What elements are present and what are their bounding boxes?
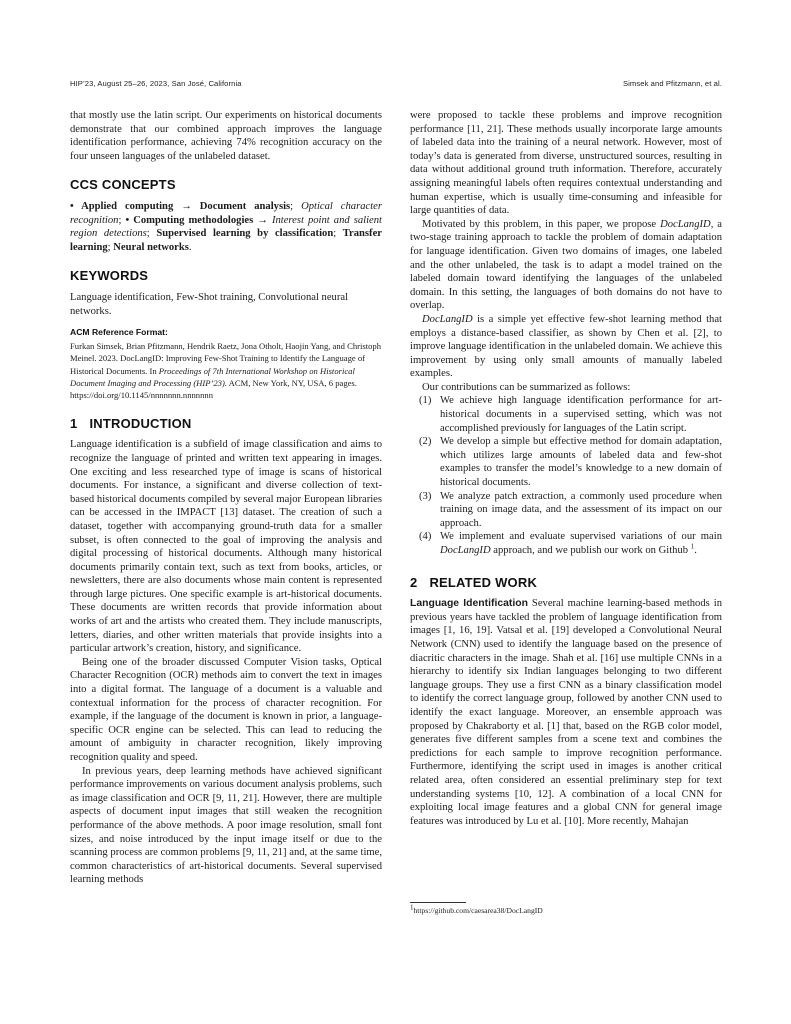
right-column	[410, 109, 722, 828]
ccs-term: Transfer learning	[70, 228, 382, 253]
footnote-link[interactable]: https://github.com/caesarea38/DocLangID	[413, 906, 543, 915]
acm-ref-heading: ACM Reference Format:	[70, 327, 168, 338]
running-head-left: HIP’23, August 25–26, 2023, San José, California	[70, 79, 242, 88]
acm-reference: Furkan Simsek, Brian Pfitzmann, Hendrik Raetz, Jona Otholt, Haojin Yang, and Christoph Meinel. 2023. DocLangID: Improving Few-Shot Training to Identify the Language of Historical Documents. In Proceedings of 7th International Workshop on Historical Document Imaging and Processing (HIP’23). ACM, New York, NY, USA, 6 pages. https://doi.org/10.1145/nnnnnnn.nnnnnnn	[70, 340, 382, 401]
paragraph: Our contributions can be summarized as follows:	[422, 381, 631, 393]
paragraph: were proposed to tackle these problems and improve recognition performance [11, 21]. These methods usually incorporate large amounts of labeled data into the training of a neural network. However, most of today’s data is generated from diverse, unstructured sources, resulting in data without additional ground truth information. Therefore, accurately assigning meaningful labels often requires contextual understanding and human expertise, which is usually time-consuming and infeasible for large quantities of data.	[410, 110, 722, 217]
ccs-term: • Applied computing → Document analysis	[70, 200, 291, 212]
ccs-term: Supervised learning by classification	[156, 228, 334, 240]
left-column	[70, 109, 382, 887]
section-heading-related-work: 2 RELATED WORK	[410, 574, 538, 590]
ccs-heading: CCS CONCEPTS	[70, 177, 176, 193]
abstract-tail: that mostly use the latin script. Our experiments on historical documents demonstrate that our combined approach improves the language identification performance, achieving 74% recognition accuracy on the four unseen languages of the unlabeled dataset.	[70, 110, 382, 162]
list-item: (1) We achieve high language identification performance for art-historical documents in a supervised setting, which was not accomplished previously for languages of the Latin script.	[419, 395, 722, 434]
ccs-term: Optical character recognition	[70, 200, 382, 226]
paragraph: Being one of the broader discussed Computer Vision tasks, Optical Character Recognition (OCR) methods aim to convert the text in images into a digital format. The language of a document is a valuable and contextual information for the process of character recognition. For example, if the language of the document is known in prior, a language-specific OCR engine can be selected. This can lead to reducing the amount of ambiguity in character recognition, likely improving recognition quality and speed.	[70, 656, 382, 763]
contribution-list	[410, 394, 722, 557]
list-item: (4) We implement and evaluate supervised variations of our main DocLangID approach, and we publish our work on Github $^1$.	[419, 531, 722, 556]
paragraph: Language Identification Several machine learning-based methods in previous years have tackled the problem of language identification from images [1, 16, 19]. Vatsal et al. [19] developed a Convolutional Neural Network (CNN) used to identify the language based on the presence of diacritic characters in the image. Shah et al. [16] use multiple CNNs in a hierarchy to identify six Indian languages belonging to two different language groups. They use a first CNN as a binary classification model to identify the correct language group, followed by another CNN used to identify the exact language. Moreover, an ensemble approach was proposed by Chakraborty et al. [1] that, based on the RGB color model, generates five different samples from a scene text and combines the predictions for each sample to improve recognition performance. Furthermore, identifying the script used in images is another critical related area, often considered an essential preliminary step for text understanding systems [10, 12]. A combination of a local CNN for exploiting local image features and a global CNN for general image features was introduced by Lu et al. [10]. More recently, Mahajan	[410, 598, 722, 827]
ccs-concepts: • Applied computing → Document analysis; Optical character recognition; • Computing methodologies → Interest point and salient region detections; Supervised learning by classification; Transfer learning; Neural networks.	[70, 200, 382, 253]
list-item: (2) We develop a simple but effective method for domain adaptation, which utilizes large amounts of labeled data and few-shot examples to transfer the model’s knowledge to a new domain of historical documents.	[419, 436, 722, 489]
keywords: Language identification, Few-Shot training, Convolutional neural networks.	[70, 291, 349, 317]
ccs-term: • Computing methodologies →	[125, 214, 268, 226]
paragraph: In previous years, deep learning methods have achieved significant performance improvements on various document analysis problems, such as image classification and OCR [9, 11, 21]. However, there are multiple aspects of document input images that still weaken the recognition performance of the above methods. A poor image resolution, small font sizes, and noise introduced by the input image itself or due to the scanning process are common problems [9, 11, 21] and, at the same time, common characteristics of art-historical documents. Several supervised learning methods	[70, 765, 382, 886]
list-item: (3) We analyze patch extraction, a commonly used procedure when training on image data, and the assessment of its impact on our approach.	[419, 490, 722, 529]
paragraph: Motivated by this problem, in this paper, we propose DocLangID, a two-stage training approach to tackle the problem of domain adaptation for language identification. Given two domains of images, one labeled and the other unlabeled, the task is to adapt a model trained on the labeled domain toward identifying the languages of the unlabeled domain. In this setting, the languages of both domains do not have to overlap.	[410, 218, 723, 312]
paragraph: DocLangID is a simple yet effective few-shot learning method that employs a distance-based classifier, as shown by Chen et al. [2], to improve language identification in the unlabeled domain. We achieve this improvement by using only small amounts of manually labeled examples.	[410, 313, 722, 380]
section-heading-introduction: 1 INTRODUCTION	[70, 415, 192, 431]
footnote-rule	[410, 902, 466, 903]
footnote-marker[interactable]: 1	[690, 542, 695, 551]
footnote: $^1$https://github.com/caesarea38/DocLangID	[410, 903, 543, 915]
run-in-heading: Language Identification	[410, 598, 528, 610]
ccs-term: Neural networks	[113, 241, 189, 253]
ccs-term: Interest point and salient region detections	[70, 214, 382, 240]
paragraph: Language identification is a subfield of image classification and aims to recognize the language of printed and written text appearing in images. One exciting and less researched type of image is scans of historical documents. For instance, a significant and diverse collection of text-based historical documents compiled by several major European libraries can be accessed in the IMPACT [13] dataset. The creation of such a dataset, together with accompanying ground-truth data for a smaller subset, is often connected to the goal of improving the analysis and digital processing of historical documents. Although many historical documents primarily contain text, such as text from books, articles, or newsletters, there are also documents whose main content is represented through large pictures. One specific example is art-historical documents. These documents are written records that provide information about works of art and the artists who created them. They include manuscripts, letters, diaries, and other written materials that provide insights into a particular artwork’s creation, history, and significance.	[70, 439, 382, 655]
keywords-heading: KEYWORDS	[70, 268, 149, 284]
running-head-right: Simsek and Pfitzmann, et al.	[622, 79, 722, 88]
